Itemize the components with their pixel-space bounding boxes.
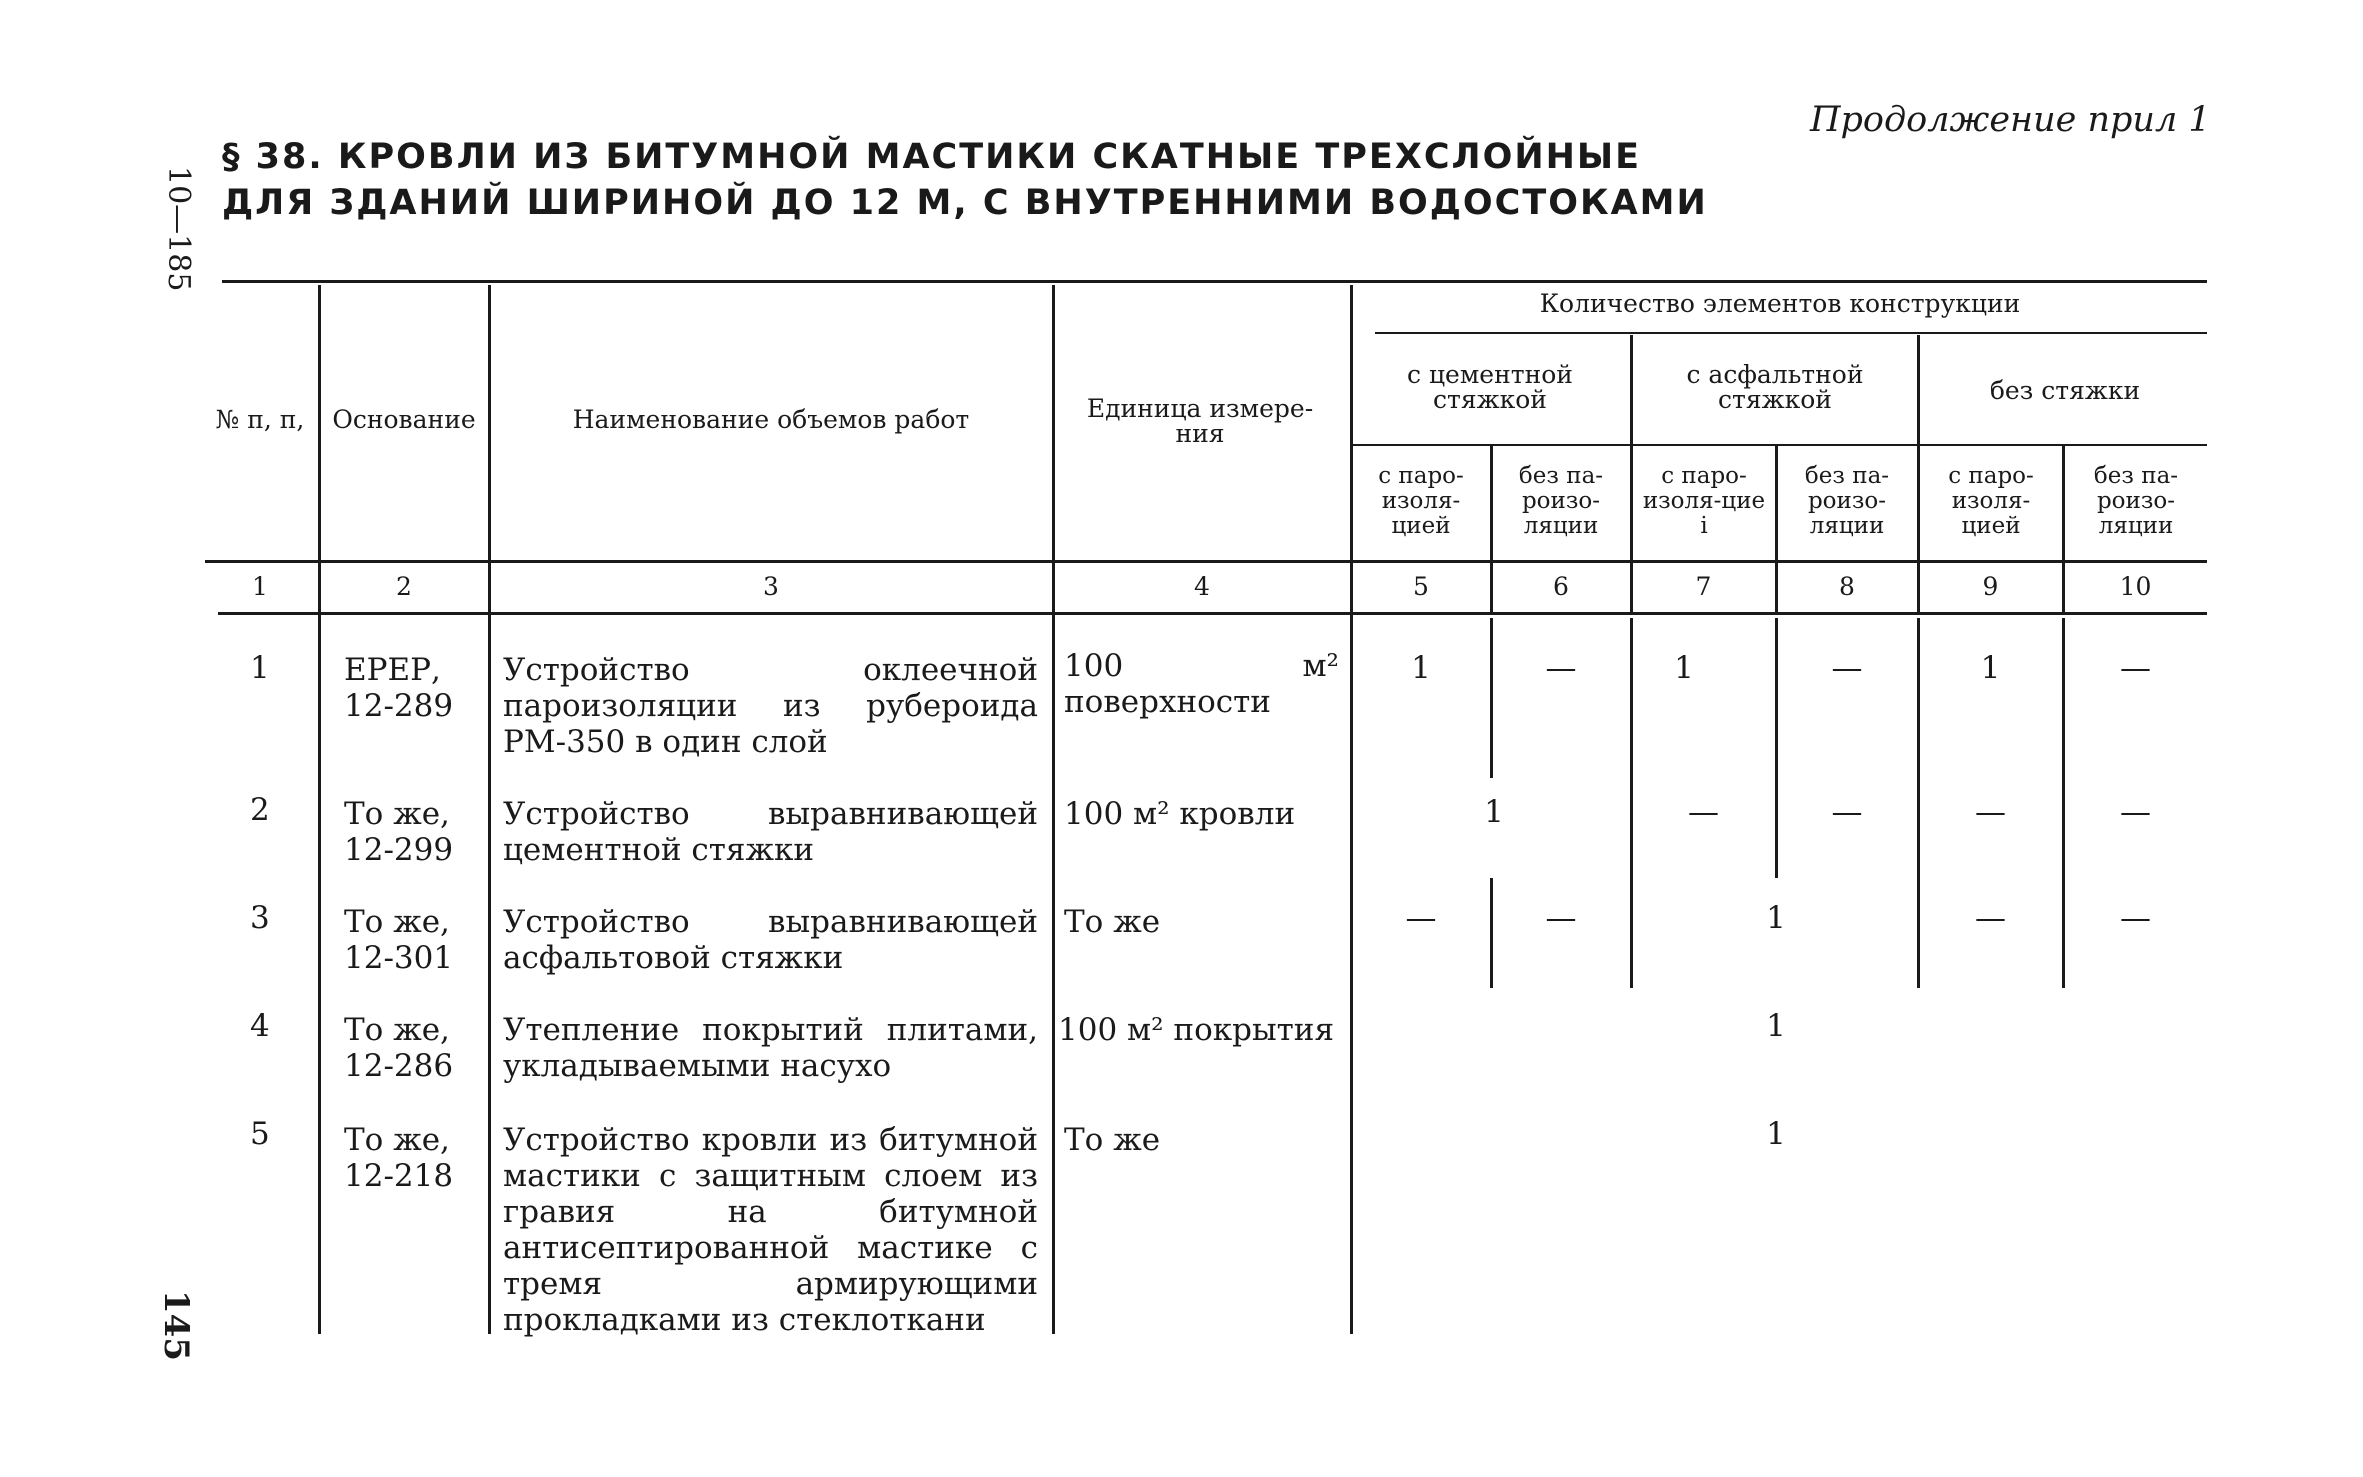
header-asphalt: с асфальтной стяжкой [1686, 360, 1864, 414]
row-3-c10: — [2120, 900, 2151, 936]
table-top-rule [222, 280, 2207, 283]
row-4-name: Утепление покрытий плитами, укладываемыми насухо [503, 1012, 1038, 1084]
row-2-c8: — [1831, 794, 1863, 830]
row-1-c5: 1 [1411, 650, 1431, 686]
row-1-name: Устройство оклеечной пароизоляции из рубероида РМ-350 в один слой [503, 652, 1038, 760]
row-2-name: Устройство выравнивающей цементной стяжки [503, 796, 1038, 868]
header-unit: Единица измере-ния [1086, 394, 1314, 448]
column-number: 2 [396, 572, 412, 601]
continuation-note: Продолжение прил 1 [1810, 100, 2211, 140]
row-4-all: 1 [1766, 1008, 1786, 1044]
row-5-unit: То же [1064, 1122, 1161, 1158]
header-name: Наименование объемов работ [572, 405, 970, 434]
row-2-basis: То же, 12-299 [344, 796, 454, 868]
column-number: 6 [1553, 572, 1569, 601]
vline-sub-2 [1775, 446, 1778, 612]
vline-sub-1 [1490, 446, 1493, 612]
row-3-c5: — [1405, 900, 1437, 936]
header-bottom-rule [205, 560, 2207, 563]
body-vline-c8c9 [1917, 618, 1920, 988]
row-3-unit: То же [1064, 904, 1161, 940]
header-no-screed: без стяжки [1989, 376, 2141, 405]
vline-group-1 [1630, 335, 1633, 612]
row-3-name: Устройство выравнивающей асфальтовой стяжки [503, 904, 1038, 976]
row-1-unit: 100 м² поверхности [1064, 648, 1339, 720]
column-number: 9 [1982, 572, 1999, 601]
row-2-unit: 100 м² кровли [1064, 796, 1296, 832]
row-4-basis: То же, 12-286 [344, 1012, 454, 1084]
page-number: 145 [156, 1290, 196, 1361]
numbers-bottom-rule [218, 612, 2207, 615]
body-vline-qty [1350, 612, 1353, 1334]
row-2-c9: — [1975, 794, 2006, 830]
header-c10: без па-роизо-ляции [2093, 463, 2179, 539]
row-3-c6: — [1545, 900, 1577, 936]
body-vline-c9c10 [2062, 618, 2065, 988]
row-4-unit: 100 м² покрытия [1058, 1012, 1335, 1048]
row-4-num: 4 [250, 1008, 270, 1044]
vline-group-2 [1917, 335, 1920, 612]
row-1-c9: 1 [1980, 650, 2001, 686]
row-5-name: Устройство кровли из битумной мастики с защитным слоем из гравия на битумной антисептированной мастике с тремя армирующими прокладками из стеклоткани [503, 1122, 1038, 1338]
side-code: 10—185 [161, 166, 196, 292]
column-number: 1 [252, 572, 268, 601]
vline-3 [1052, 285, 1055, 612]
subgroup-rule [1352, 444, 2207, 446]
body-vline-c7c8 [1775, 618, 1778, 878]
group-rule [1375, 332, 2207, 334]
header-basis: Основание [332, 405, 476, 434]
column-number: 10 [2119, 572, 2152, 601]
header-c8: без па-роизо-ляции [1804, 463, 1890, 539]
body-vline-name [488, 612, 491, 1334]
section-title-line1: § 38. КРОВЛИ ИЗ БИТУМНОЙ МАСТИКИ СКАТНЫЕ ТРЕХСЛОЙНЫЕ [222, 137, 1642, 177]
header-c9: с паро-изоля-цией [1948, 463, 2034, 539]
row-3-c9: — [1975, 900, 2006, 936]
row-1-c8: — [1831, 650, 1863, 686]
column-number: 7 [1695, 572, 1712, 601]
row-1-c10: — [2120, 650, 2151, 686]
vline-1 [318, 285, 321, 612]
header-num: № п, п, [215, 405, 305, 434]
row-3-basis: То же, 12-301 [344, 904, 454, 976]
row-1-c7: 1 [1674, 650, 1694, 686]
column-number: 3 [763, 572, 779, 601]
body-vline-c6c7 [1630, 618, 1633, 988]
column-number: 5 [1413, 572, 1429, 601]
row-3-num: 3 [250, 900, 270, 936]
row-3-c7-c8: 1 [1766, 900, 1786, 936]
header-cement: с цементной стяжкой [1407, 360, 1573, 414]
row-2-c7: — [1688, 794, 1719, 830]
column-number: 4 [1194, 572, 1210, 601]
header-quantity-group: Количество элементов конструкции [1539, 289, 2021, 318]
column-number: 8 [1839, 572, 1855, 601]
vline-2 [488, 285, 491, 612]
section-title-line2: ДЛЯ ЗДАНИЙ ШИРИНОЙ ДО 12 М, С ВНУТРЕННИМИ ВОДОСТОКАМИ [222, 183, 1708, 223]
header-c5: с паро-изоля-цией [1378, 463, 1464, 539]
row-2-c5-c6: 1 [1484, 794, 1504, 830]
body-vline-unit [1052, 612, 1055, 1334]
row-2-num: 2 [250, 792, 270, 828]
header-c7: с паро-изоля-цие і [1642, 463, 1766, 539]
body-vline-c5c6-b [1490, 878, 1493, 988]
body-vline-basis [318, 612, 321, 1334]
row-5-all: 1 [1766, 1116, 1786, 1152]
body-vline-c5c6-a [1490, 618, 1493, 778]
row-1-c6: — [1545, 650, 1577, 686]
vline-sub-3 [2062, 446, 2065, 612]
row-5-num: 5 [250, 1116, 270, 1152]
row-1-basis: ЕРЕР, 12-289 [344, 652, 454, 724]
row-2-c10: — [2120, 794, 2151, 830]
row-1-num: 1 [250, 650, 270, 686]
vline-4 [1350, 285, 1353, 612]
row-5-basis: То же, 12-218 [344, 1122, 454, 1194]
header-c6: без па-роизо-ляции [1518, 463, 1604, 539]
